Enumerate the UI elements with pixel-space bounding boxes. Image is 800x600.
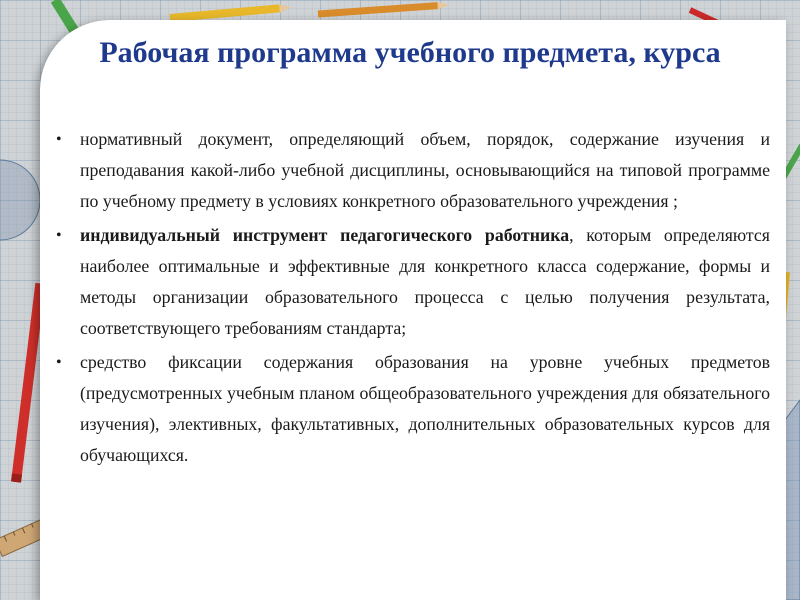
bullet-text: нормативный документ, определяющий объем, порядок, содержание изучения и преподавания какой-либо учебной дисциплины, основывающийся на типовой программе по учебному предмету в условиях конкретного образовательного учреждения ; [80, 129, 770, 211]
bullet-text: , которым определяются наиболее оптимальные и эффективные для конкретного класса содержание, формы и методы организации образовательного процесса с целью получения результата, соответствующего требованиям стандарта; [80, 225, 770, 338]
list-item [56, 124, 770, 217]
list-item [56, 220, 770, 344]
slide-title: Рабочая программа учебного предмета, курса [99, 36, 721, 69]
protractor-icon [0, 160, 40, 240]
bullet-text: средство фиксации содержания образования на уровне учебных предметов (предусмотренных учебным планом общеобразовательного учреждения для обязательного изучения), элективных, факультативных, дополнительных образовательных курсов для обучающихся. [80, 352, 770, 465]
list-item [56, 347, 770, 471]
bullet-bold-text: индивидуальный инструмент педагогического работника [80, 225, 570, 245]
bullet-icon: • [56, 227, 62, 244]
pencil-icon [318, 1, 450, 17]
bullet-list [56, 124, 770, 471]
bullet-icon: • [56, 354, 62, 371]
bullet-icon: • [56, 131, 62, 148]
